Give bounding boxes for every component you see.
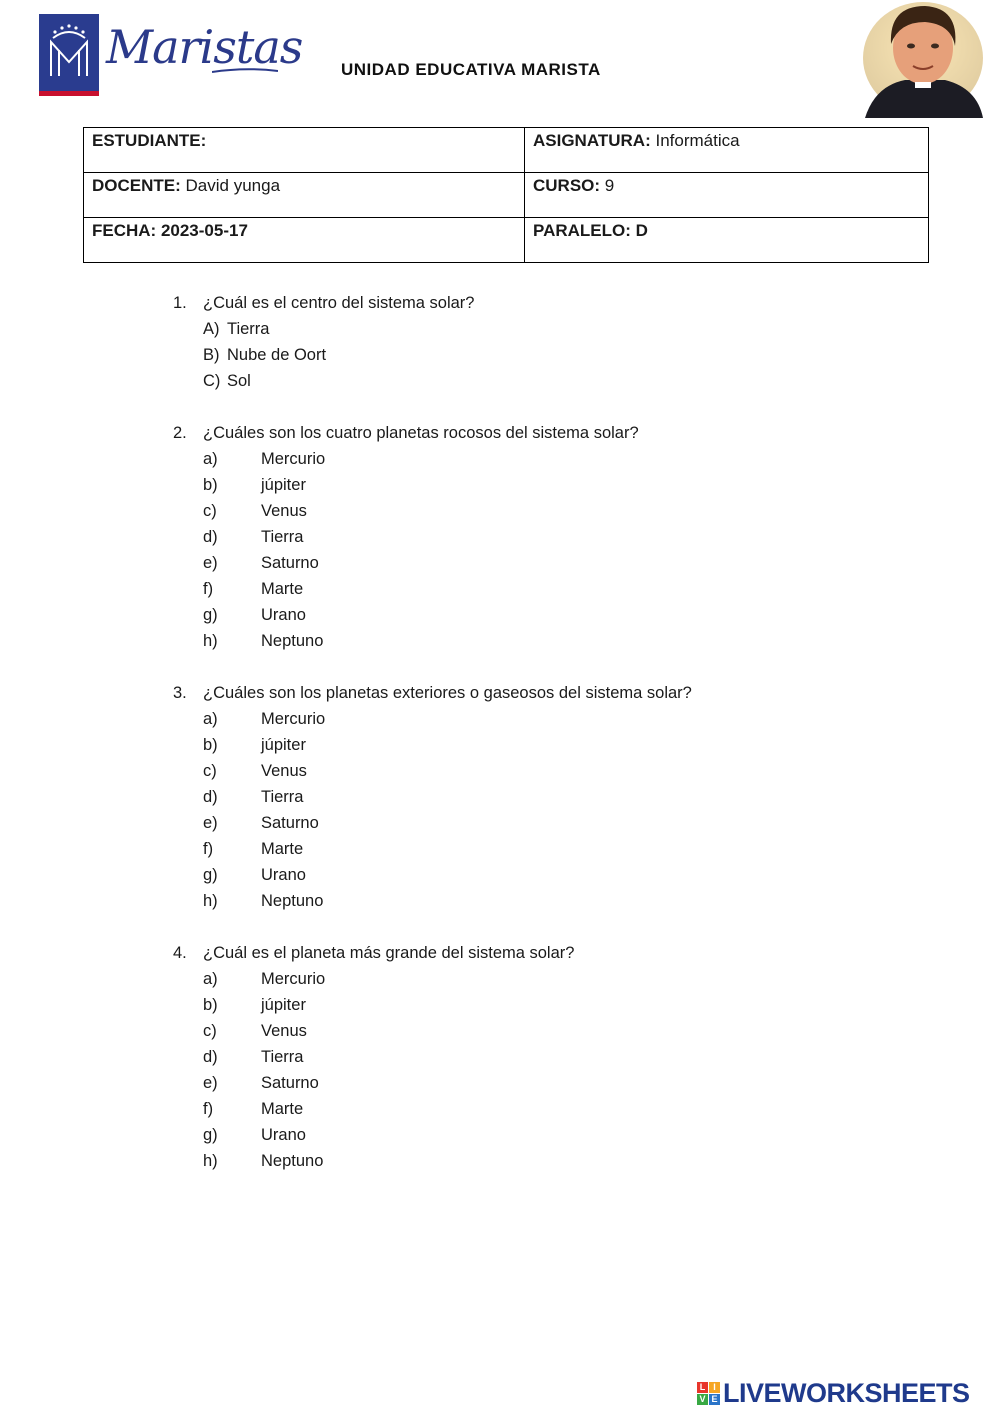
option-item[interactable] [173, 1096, 692, 1122]
option-letter: b) [203, 736, 218, 754]
option-letter: h) [203, 1152, 218, 1170]
question-2 [173, 420, 692, 654]
option-text: Venus [261, 502, 307, 520]
option-text: Sol [227, 372, 251, 390]
option-item[interactable] [173, 888, 692, 914]
option-text: Saturno [261, 554, 319, 572]
badge-letter: L [697, 1382, 708, 1393]
option-letter: a) [203, 450, 218, 468]
option-text: Neptuno [261, 632, 324, 650]
option-text: Neptuno [261, 892, 324, 910]
option-item[interactable] [173, 576, 692, 602]
option-letter: A) [203, 320, 220, 338]
estudiante-cell[interactable] [84, 128, 525, 173]
lw-badge-icon [697, 1382, 720, 1405]
option-letter: e) [203, 554, 218, 572]
option-text: Saturno [261, 1074, 319, 1092]
option-letter: h) [203, 632, 218, 650]
option-text: Tierra [261, 788, 304, 806]
option-text: Marte [261, 580, 304, 598]
option-item[interactable] [173, 550, 692, 576]
option-letter: b) [203, 996, 218, 1014]
option-item[interactable] [173, 732, 692, 758]
option-item[interactable] [173, 1044, 692, 1070]
option-text: Mercurio [261, 970, 326, 988]
badge-letter: I [709, 1382, 720, 1393]
table-row [84, 218, 929, 263]
option-letter: f) [203, 840, 214, 858]
liveworksheets-logo [697, 1378, 970, 1409]
option-text: Marte [261, 840, 304, 858]
option-item[interactable] [173, 472, 692, 498]
option-letter: B) [203, 346, 220, 364]
docente-label: DOCENTE: [92, 176, 181, 195]
option-item[interactable] [173, 966, 692, 992]
option-item[interactable] [173, 1148, 692, 1174]
table-row [84, 128, 929, 173]
option-item[interactable] [173, 810, 692, 836]
student-info-table [83, 127, 929, 263]
option-text: Marte [261, 1100, 304, 1118]
option-letter: b) [203, 476, 218, 494]
option-letter: e) [203, 1074, 218, 1092]
asignatura-value: Informática [655, 131, 740, 150]
question-list [173, 290, 692, 1200]
option-letter: d) [203, 528, 218, 546]
option-letter: g) [203, 606, 218, 624]
option-letter: d) [203, 788, 218, 806]
option-item[interactable] [173, 758, 692, 784]
founder-portrait [855, 0, 985, 118]
option-letter: d) [203, 1048, 218, 1066]
option-letter: a) [203, 970, 218, 988]
docente-value: David yunga [185, 176, 281, 195]
option-text: júpiter [261, 996, 306, 1014]
option-letter: c) [203, 762, 217, 780]
option-item[interactable] [173, 862, 692, 888]
option-letter: e) [203, 814, 218, 832]
option-item[interactable] [173, 784, 692, 810]
question-number: 3. [173, 684, 187, 702]
option-text: Neptuno [261, 1152, 324, 1170]
question-number: 1. [173, 294, 187, 312]
curso-value: 9 [604, 176, 615, 195]
lw-wordmark: LIVEWORKSHEETS [723, 1378, 970, 1408]
question-text: ¿Cuál es el centro del sistema solar? [203, 294, 475, 312]
option-letter: g) [203, 866, 218, 884]
badge-letter: E [709, 1394, 720, 1405]
curso-cell [525, 173, 929, 218]
option-item[interactable] [173, 628, 692, 654]
option-letter: f) [203, 1100, 214, 1118]
option-text: Urano [261, 606, 306, 624]
question-text: ¿Cuál es el planeta más grande del sistema solar? [203, 944, 575, 962]
option-item[interactable] [173, 446, 692, 472]
option-item[interactable] [173, 1070, 692, 1096]
logo-swash [212, 66, 278, 76]
fecha-cell [84, 218, 525, 263]
monogram-icon [39, 14, 99, 91]
option-text: júpiter [261, 736, 306, 754]
table-row [84, 173, 929, 218]
question-number: 2. [173, 424, 187, 442]
option-letter: a) [203, 710, 218, 728]
asignatura-label: ASIGNATURA: [533, 131, 651, 150]
option-item[interactable] [173, 602, 692, 628]
option-text: Tierra [261, 528, 304, 546]
option-item[interactable] [173, 524, 692, 550]
option-text: Saturno [261, 814, 319, 832]
option-item[interactable] [173, 498, 692, 524]
option-letter: h) [203, 892, 218, 910]
paralelo-cell [525, 218, 929, 263]
estudiante-label: ESTUDIANTE: [92, 131, 207, 150]
logo-wordmark: Maristas [106, 20, 303, 74]
option-item[interactable] [173, 342, 692, 368]
badge-letter: V [697, 1394, 708, 1405]
curso-label: CURSO: [533, 176, 601, 195]
option-text: Venus [261, 762, 307, 780]
option-letter: c) [203, 502, 217, 520]
question-4 [173, 940, 692, 1174]
option-text: Nube de Oort [227, 346, 327, 364]
option-text: Venus [261, 1022, 307, 1040]
option-text: júpiter [261, 476, 306, 494]
option-text: Tierra [227, 320, 270, 338]
option-item[interactable] [173, 316, 692, 342]
option-item[interactable] [173, 706, 692, 732]
option-text: Urano [261, 866, 306, 884]
docente-cell [84, 173, 525, 218]
question-text: ¿Cuáles son los planetas exteriores o gaseosos del sistema solar? [203, 684, 692, 702]
option-letter: f) [203, 580, 214, 598]
option-item[interactable] [173, 368, 692, 394]
option-item[interactable] [173, 1018, 692, 1044]
option-text: Urano [261, 1126, 306, 1144]
option-text: Mercurio [261, 710, 326, 728]
option-letter: g) [203, 1126, 218, 1144]
question-text: ¿Cuáles son los cuatro planetas rocosos del sistema solar? [203, 424, 639, 442]
asignatura-cell [525, 128, 929, 173]
paralelo-label: PARALELO: D [533, 221, 648, 240]
marist-emblem [39, 14, 99, 96]
option-letter: C) [203, 372, 221, 390]
option-item[interactable] [173, 836, 692, 862]
option-letter: c) [203, 1022, 217, 1040]
option-item[interactable] [173, 992, 692, 1018]
fecha-label: FECHA: 2023-05-17 [92, 221, 248, 240]
question-1 [173, 290, 692, 394]
option-item[interactable] [173, 1122, 692, 1148]
option-text: Mercurio [261, 450, 326, 468]
school-name: UNIDAD EDUCATIVA MARISTA [341, 60, 601, 79]
question-number: 4. [173, 944, 187, 962]
question-3 [173, 680, 692, 914]
option-text: Tierra [261, 1048, 304, 1066]
